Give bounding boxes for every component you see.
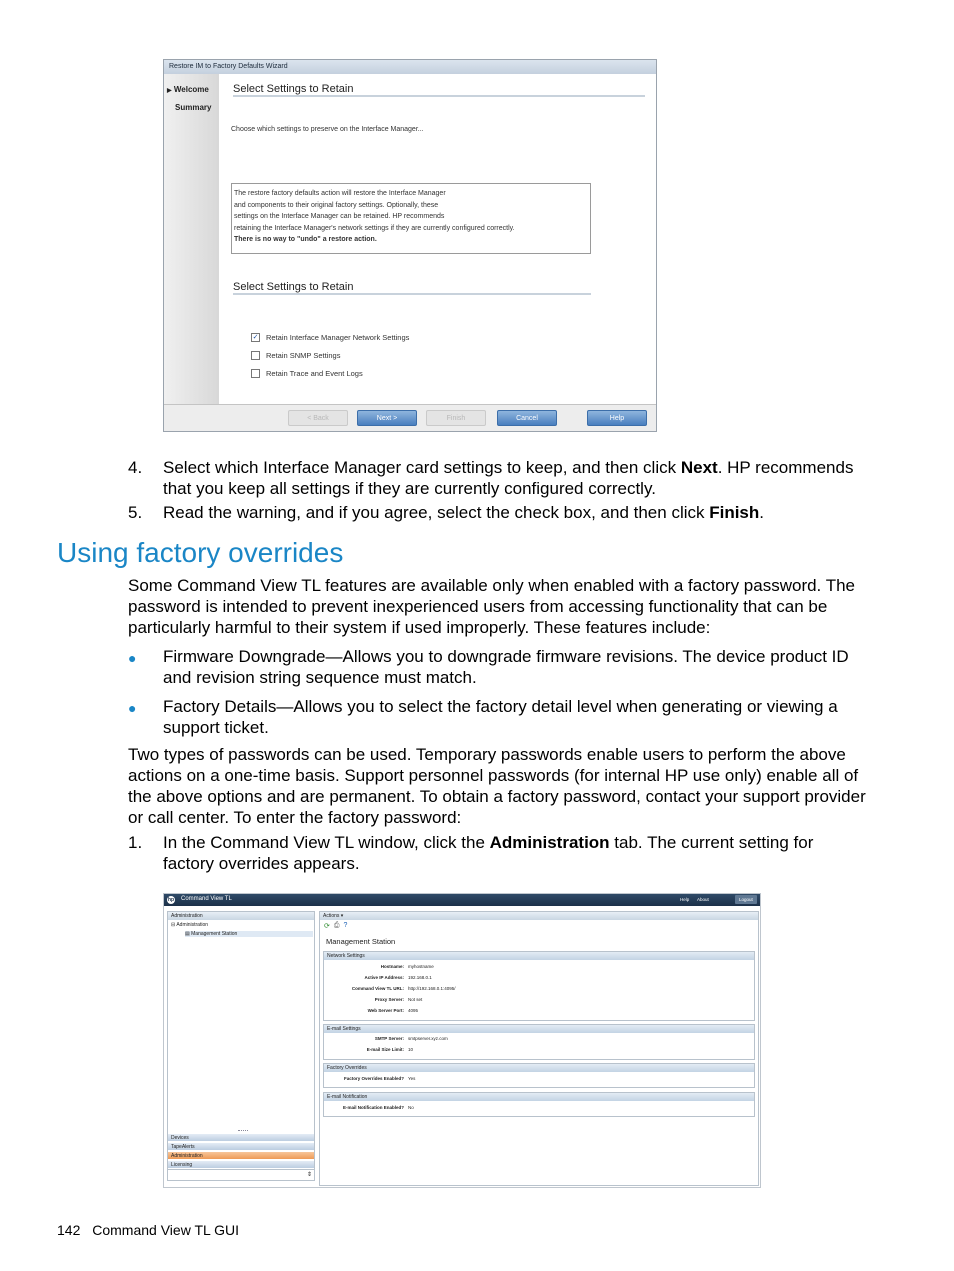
bullet-icon: ● xyxy=(128,700,137,716)
actions-menu[interactable]: Actions ▾ xyxy=(320,912,758,920)
tree-root[interactable]: ⊟ Administration xyxy=(171,922,209,928)
wizard-nav-summary[interactable]: Summary xyxy=(175,103,212,112)
section-heading: Using factory overrides xyxy=(57,537,344,568)
group-header: E-mail Notification xyxy=(324,1093,754,1101)
next-button[interactable]: Next > xyxy=(357,410,417,426)
navigation-panel xyxy=(167,911,315,1181)
accordion-tapealerts[interactable]: TapeAlerts xyxy=(168,1142,314,1150)
section-intro: Some Command View TL features are available only when enabled with a factory password. The password is intended to prevent inexperienced users from accessing functionality that can be particularly harmful to their system if used improperly. These features include: xyxy=(128,576,855,637)
passwords-paragraph: Two types of passwords can be used. Temporary passwords enable users to perform the above actions on a one-time basis. Support personnel passwords (for internal HP use only) enable all of the above options and are permanent. To obtain a factory password, contact your support provider or call center. To enter the factory password: xyxy=(128,745,866,827)
wizard-section-title-2: Select Settings to Retain xyxy=(233,281,591,295)
nav-panel-header: Administration xyxy=(168,912,314,920)
bullet-firmware-downgrade: Firmware Downgrade—Allows you to downgrade firmware revisions. The device product ID and revision string sequence must match. xyxy=(163,647,849,687)
group-header: E-mail Settings xyxy=(324,1025,754,1033)
retain-logs-checkbox[interactable]: Retain Trace and Event Logs xyxy=(251,369,363,378)
bullet-factory-details: Factory Details—Allows you to select the factory detail level when generating or viewing a support ticket. xyxy=(163,697,838,737)
accordion-devices[interactable]: Devices xyxy=(168,1133,314,1141)
wizard-nav xyxy=(164,74,219,404)
bullet-icon: ● xyxy=(128,650,137,666)
expand-arrows-icon[interactable]: ⇕ xyxy=(306,1172,312,1178)
retain-network-checkbox[interactable]: ✓ Retain Interface Manager Network Settings xyxy=(252,333,410,342)
wizard-content xyxy=(222,74,652,404)
refresh-icon[interactable]: ⟳ xyxy=(324,923,330,930)
logout-button[interactable]: Logout xyxy=(735,895,757,904)
step-1-text: In the Command View TL window, click the Administration tab. The current setting for factory overrides appears. xyxy=(163,833,814,873)
group-header: Network Settings xyxy=(324,952,754,960)
step-number: 5. xyxy=(128,503,143,522)
command-view-screenshot xyxy=(163,893,761,1188)
checkmark-icon: ✓ xyxy=(252,334,259,341)
main-panel xyxy=(319,911,759,1186)
help-link[interactable]: Help xyxy=(680,897,690,902)
factory-overrides-group: Factory Overrides Factory Overrides Enabled? Yes xyxy=(323,1063,755,1088)
app-title: Command View TL xyxy=(181,896,232,902)
email-notification-group: E-mail Notification E-mail Notification Enabled? No xyxy=(323,1092,755,1117)
cancel-button[interactable]: Cancel xyxy=(497,410,557,426)
help-button[interactable]: Help xyxy=(587,410,647,426)
checkbox-empty-icon xyxy=(251,351,260,360)
page-footer xyxy=(57,1222,239,1238)
step-number: 1. xyxy=(128,833,143,852)
restore-wizard-screenshot xyxy=(163,59,657,432)
wizard-nav-welcome[interactable]: ▶ Welcome xyxy=(167,85,209,94)
network-settings-group: Network Settings Hostname: myhostname Active IP Address: 192.168.0.1 Command View TL URL: http://192.168.0.1:4095/ Proxy Server: Not set Web Server Port: 4095 xyxy=(323,951,755,1021)
back-button[interactable]: < Back xyxy=(288,410,348,426)
accordion-administration[interactable]: Administration xyxy=(168,1151,314,1159)
page-title: Management Station xyxy=(326,937,396,946)
accordion-licensing[interactable]: Licensing xyxy=(168,1160,314,1168)
toolbar xyxy=(324,922,347,930)
step-4-text: Select which Interface Manager card settings to keep, and then click Next. HP recommends that you keep all settings if they are currently configured correctly. xyxy=(163,458,854,498)
retain-snmp-checkbox[interactable]: Retain SNMP Settings xyxy=(251,351,340,360)
accordion-footer xyxy=(168,1169,314,1181)
server-icon: ▤ xyxy=(185,931,190,937)
page-number: 142 xyxy=(57,1222,81,1238)
checkbox-empty-icon xyxy=(251,369,260,378)
tree-item-management-station[interactable]: ▤ Management Station xyxy=(185,931,313,937)
arrow-right-icon: ▶ xyxy=(167,88,172,94)
app-topbar xyxy=(164,894,760,906)
collapse-icon: ⊟ xyxy=(171,922,176,928)
print-icon[interactable]: ⎙ xyxy=(333,922,340,929)
footer-title: Command View TL GUI xyxy=(92,1222,240,1238)
wizard-warning-box: The restore factory defaults action will restore the Interface Manager and components to their original factory settings. Optionally, these settings on the Interface Manager can be retained. HP recommends retaining the Interface Manager's network settings if they are currently configured correctly. There is no way to "undo" a restore action. xyxy=(231,183,591,254)
step-number: 4. xyxy=(128,458,143,477)
hp-logo-icon: hp xyxy=(167,897,175,903)
about-link[interactable]: About xyxy=(697,897,709,902)
wizard-intro: Choose which settings to preserve on the Interface Manager... xyxy=(231,126,424,133)
email-settings-group: E-mail Settings SMTP Server: smtpserver.xyz.com E-mail Size Limit: 10 xyxy=(323,1024,755,1060)
finish-button[interactable]: Finish xyxy=(426,410,486,426)
group-header: Factory Overrides xyxy=(324,1064,754,1072)
caret-down-icon: ▾ xyxy=(340,913,344,919)
help-icon[interactable]: ? xyxy=(343,922,348,929)
wizard-section-title-1: Select Settings to Retain xyxy=(233,83,645,97)
wizard-title: Restore IM to Factory Defaults Wizard xyxy=(164,60,656,74)
step-5-text: Read the warning, and if you agree, select the check box, and then click Finish. xyxy=(163,503,765,522)
